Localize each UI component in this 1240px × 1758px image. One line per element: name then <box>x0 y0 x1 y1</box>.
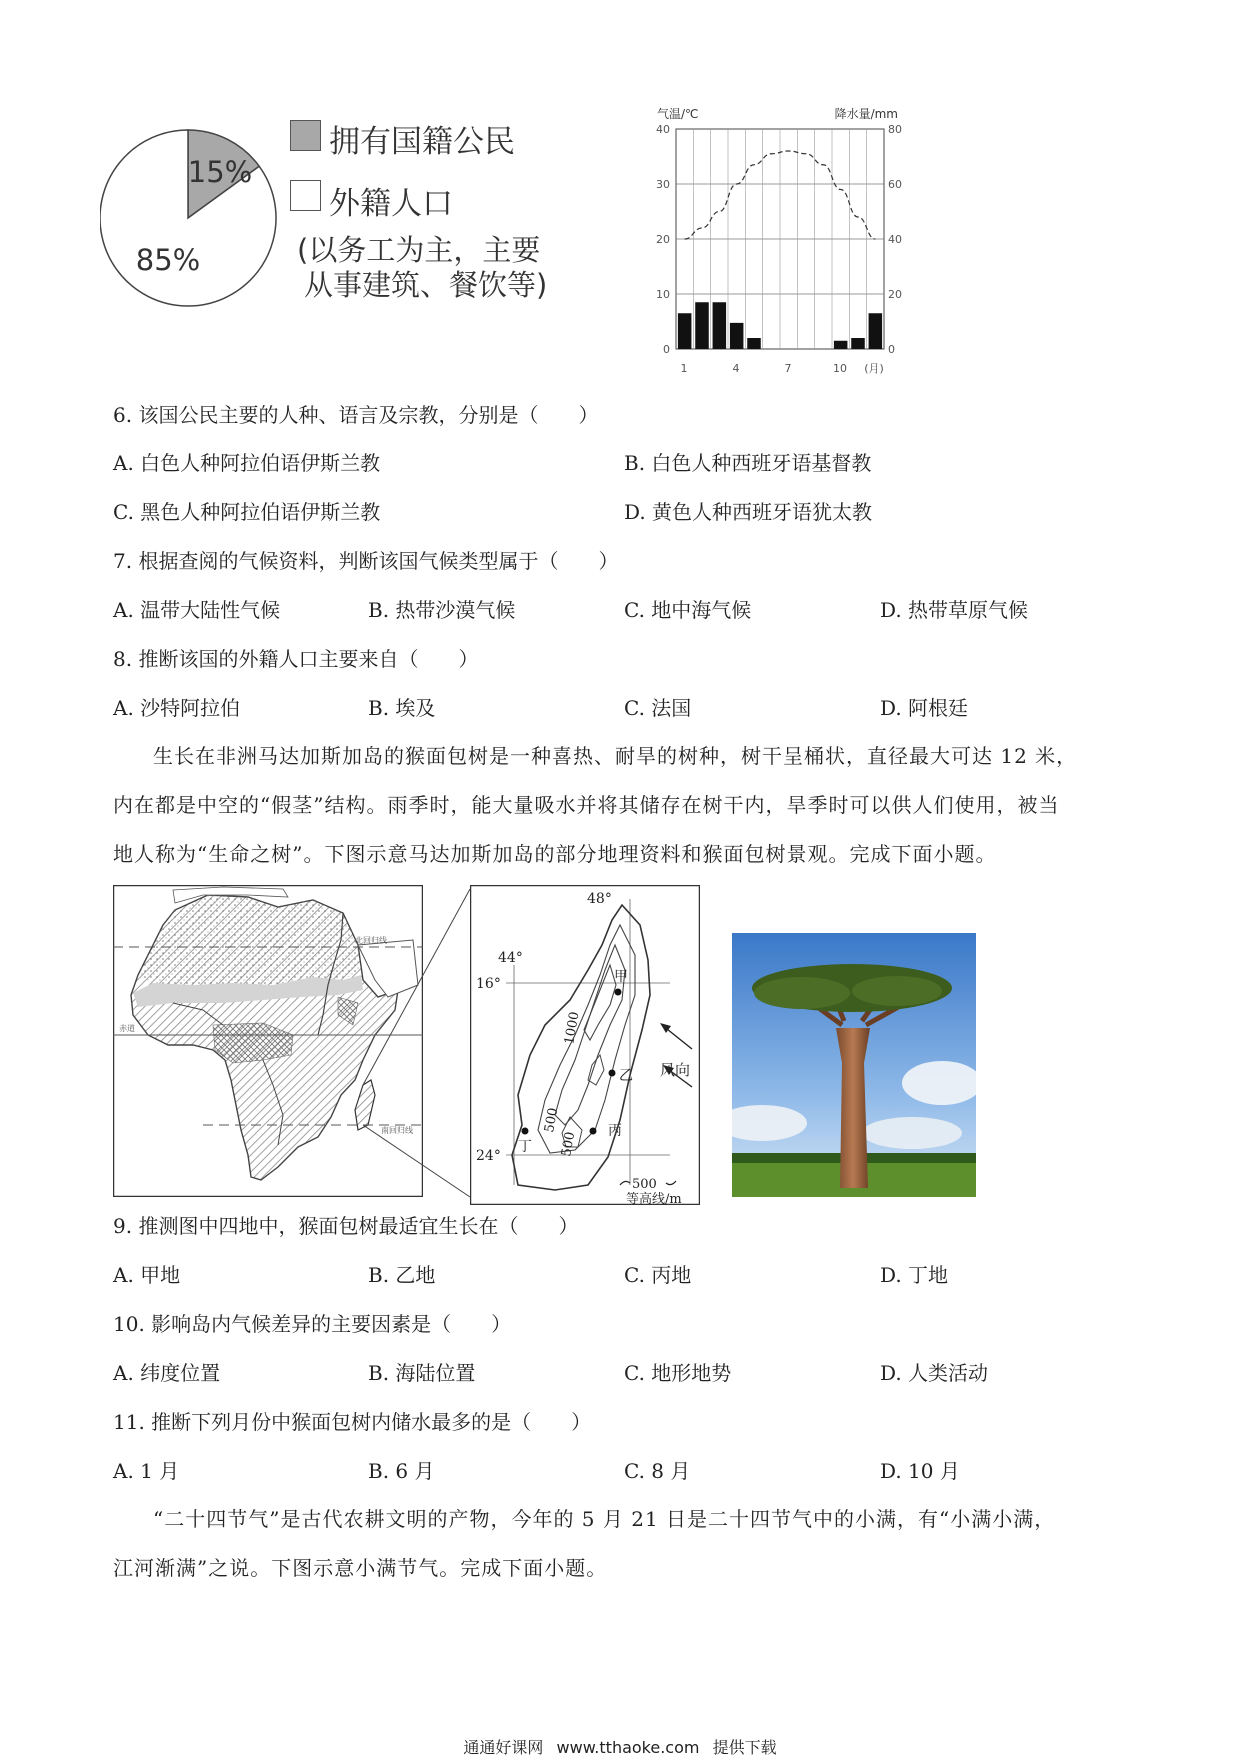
legend-note-line2: 从事建筑、餐饮等) <box>304 268 548 302</box>
q8-option-d: D. 阿根廷 <box>880 696 969 720</box>
left-tick-0: 0 <box>663 343 670 356</box>
climate-chart-figure <box>650 104 910 374</box>
legend-citizens-text: 拥有国籍公民 <box>329 124 515 160</box>
tropic-south-label: 南回归线 <box>381 1126 413 1135</box>
q6-option-c: C. 黑色人种阿拉伯语伊斯兰教 <box>113 500 381 524</box>
passage-baobab-line2: 内在都是中空的“假茎”结构。雨季时，能大量吸水并将其储存在树干内，旱季时可以供人们使用，被当 <box>113 793 1060 817</box>
place-jia-dot <box>615 989 622 996</box>
q10-option-b: B. 海陆位置 <box>368 1361 476 1385</box>
wind-label: 风向 <box>660 1061 691 1079</box>
question-9: 9. 推测图中四地中，猴面包树最适宜生长在（ ） <box>113 1214 579 1238</box>
q7-option-c: C. 地中海气候 <box>624 598 752 622</box>
passage-xiaoman-line1: “二十四节气”是古代农耕文明的产物，今年的 5 月 21 日是二十四节气中的小满，有“小满小满， <box>153 1507 1056 1531</box>
q7-option-b: B. 热带沙漠气候 <box>368 598 516 622</box>
q10-option-c: C. 地形地势 <box>624 1361 732 1385</box>
madagascar-map <box>470 885 700 1205</box>
right-tick-20: 20 <box>888 288 902 301</box>
left-tick-10: 10 <box>656 288 670 301</box>
q10-option-a: A. 纬度位置 <box>113 1361 221 1385</box>
precip-bar-month-1 <box>678 313 692 349</box>
left-tick-20: 20 <box>656 233 670 246</box>
q7-option-a: A. 温带大陆性气候 <box>113 598 281 622</box>
question-7: 7. 根据查阅的气候资料，判断该国气候类型属于（ ） <box>113 549 619 573</box>
q9-option-c: C. 丙地 <box>624 1263 692 1287</box>
question-6: 6. 该国公民主要的人种、语言及宗教，分别是（ ） <box>113 403 599 427</box>
x-tick-1: 1 <box>680 362 688 374</box>
q11-option-b: B. 6 月 <box>368 1459 435 1483</box>
q8-option-b: B. 埃及 <box>368 696 436 720</box>
lat-24-label: 24° <box>476 1148 501 1164</box>
legend-contour-label: 等高线/m <box>626 1192 682 1205</box>
question-11: 11. 推断下列月份中猴面包树内储水最多的是（ ） <box>113 1410 592 1434</box>
precip-bar-month-10 <box>834 341 848 349</box>
left-tick-30: 30 <box>656 178 670 191</box>
q6-option-a: A. 白色人种阿拉伯语伊斯兰教 <box>113 451 381 475</box>
right-tick-80: 80 <box>888 123 902 136</box>
right-tick-40: 40 <box>888 233 902 246</box>
pie-label-foreign: 85% <box>135 243 201 277</box>
footer-site-name: 通通好课网 <box>463 1738 544 1757</box>
legend-swatch-foreign <box>290 180 321 211</box>
right-tick-0: 0 <box>888 343 895 356</box>
lon-44-label: 44° <box>498 950 523 966</box>
climate-chart <box>650 104 910 374</box>
place-ding-dot <box>522 1128 529 1135</box>
lon-48-label: 48° <box>587 891 612 907</box>
contour-label-1000: 1000 <box>562 1010 583 1046</box>
legend-contour-value: 500 <box>632 1177 657 1192</box>
lat-16-label: 16° <box>476 976 501 992</box>
left-tick-40: 40 <box>656 123 670 136</box>
x-tick-4: 4 <box>732 362 740 374</box>
place-yi-dot <box>609 1070 616 1077</box>
pie-label-citizens: 15% <box>187 155 253 189</box>
precip-bar-month-4 <box>730 323 744 349</box>
legend-foreign-text: 外籍人口 <box>329 186 453 222</box>
passage-baobab-line3: 地人称为“生命之树”。下图示意马达加斯加岛的部分地理资料和猴面包树景观。完成下面小题。 <box>113 842 997 866</box>
q11-option-a: A. 1 月 <box>113 1459 180 1483</box>
legend-swatch-citizens <box>290 120 321 151</box>
q6-option-b: B. 白色人种西班牙语基督教 <box>624 451 872 475</box>
passage-xiaoman <box>113 1495 1133 1593</box>
passage-xiaoman-line2: 江河渐满”之说。下图示意小满节气。完成下面小题。 <box>113 1556 608 1580</box>
right-axis-title: 降水量/mm <box>834 107 898 121</box>
q8-option-a: A. 沙特阿拉伯 <box>113 696 241 720</box>
precip-bar-month-11 <box>851 338 865 349</box>
precip-bar-month-5 <box>747 338 761 349</box>
q8-option-c: C. 法国 <box>624 696 692 720</box>
map-connector-lines <box>360 885 480 1205</box>
x-tick-7: 7 <box>784 362 792 374</box>
baobab-photo <box>732 933 976 1197</box>
precip-bar-month-2 <box>695 302 709 349</box>
q7-option-d: D. 热带草原气候 <box>880 598 1029 622</box>
footer-url[interactable]: www.tthaoke.com <box>556 1738 700 1757</box>
right-tick-60: 60 <box>888 178 902 191</box>
q9-option-d: D. 丁地 <box>880 1263 949 1287</box>
tropic-north-label: 北回归线 <box>355 936 387 945</box>
population-pie-figure <box>100 118 620 328</box>
page-footer <box>0 1735 1240 1758</box>
place-ding-label: 丁 <box>518 1139 532 1155</box>
place-yi-label: 乙 <box>619 1068 633 1084</box>
place-jia-label: 甲 <box>614 969 628 985</box>
passage-baobab <box>113 732 1133 879</box>
question-10: 10. 影响岛内气候差异的主要因素是（ ） <box>113 1312 512 1336</box>
q11-option-c: C. 8 月 <box>624 1459 691 1483</box>
equator-label: 赤道 <box>119 1024 135 1033</box>
x-tick-10: 10 <box>833 362 847 374</box>
left-axis-title: 气温/℃ <box>657 107 699 121</box>
precip-bar-month-3 <box>713 302 727 349</box>
contour-label-500b: 500 <box>559 1130 579 1158</box>
place-bing-label: 丙 <box>608 1123 622 1139</box>
q10-option-d: D. 人类活动 <box>880 1361 989 1385</box>
q9-option-b: B. 乙地 <box>368 1263 436 1287</box>
q11-option-d: D. 10 月 <box>880 1459 960 1483</box>
contour-label-500a: 500 <box>542 1106 562 1134</box>
passage-baobab-line1: 生长在非洲马达加斯加岛的猴面包树是一种喜热、耐旱的树种，树干呈桶状，直径最大可达 12 米， <box>153 744 1078 768</box>
footer-suffix: 提供下载 <box>712 1738 777 1757</box>
x-tick-month: (月) <box>864 362 884 374</box>
precip-bar-month-12 <box>869 313 883 349</box>
legend-note-line1: (以务工为主，主要 <box>297 233 541 267</box>
question-8: 8. 推断该国的外籍人口主要来自（ ） <box>113 647 479 671</box>
q6-option-d: D. 黄色人种西班牙语犹太教 <box>624 500 873 524</box>
place-bing-dot <box>590 1128 597 1135</box>
q9-option-a: A. 甲地 <box>113 1263 181 1287</box>
